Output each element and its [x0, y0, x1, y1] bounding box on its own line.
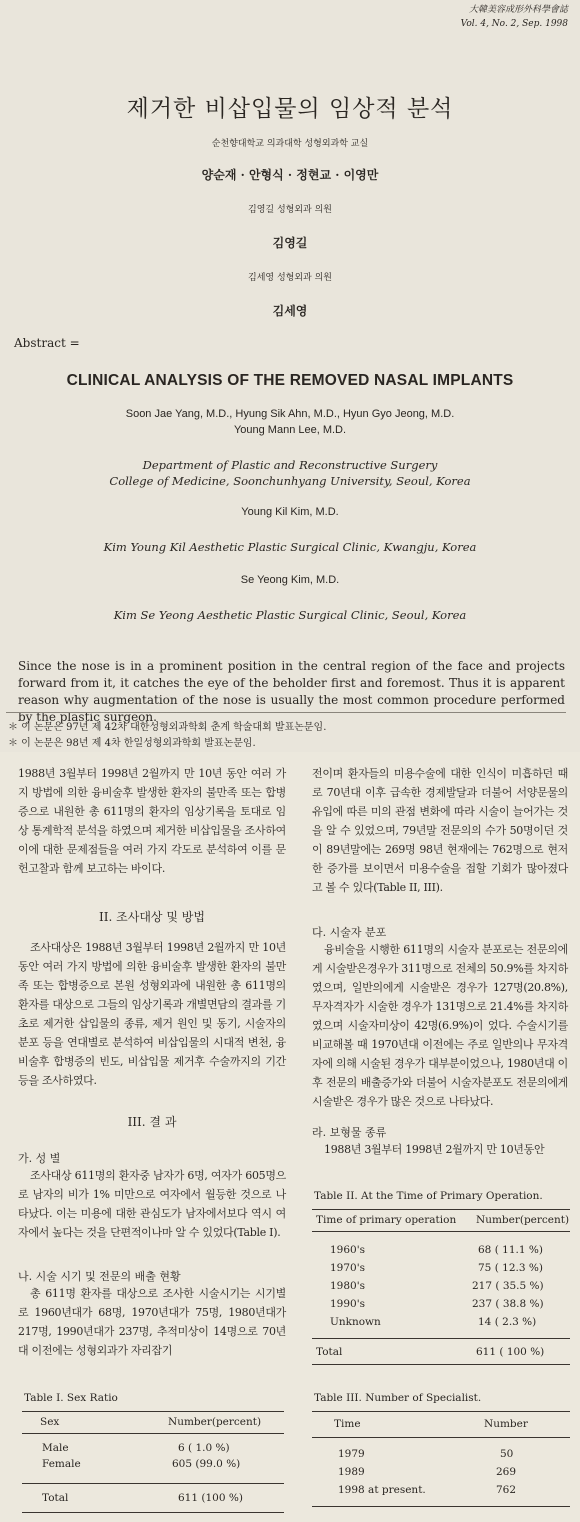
table-cell: 75 ( 12.3 %)	[478, 1262, 543, 1274]
authors-en-1: Soon Jae Yang, M.D., Hyung Sik Ahn, M.D., Hyun Gyo Jeong, M.D.	[125, 408, 455, 420]
table-cell: 14 ( 2.3 %)	[478, 1316, 537, 1328]
table-row: 1970's	[330, 1262, 365, 1274]
page-title: 제거한 비삽입물의 임상적 분석	[126, 96, 454, 122]
table-1-header-number: Number(percent)	[168, 1416, 262, 1428]
table-1-header-sex: Sex	[40, 1416, 60, 1428]
table-row: 1979	[338, 1448, 365, 1460]
table-row: 1998 at present.	[338, 1484, 426, 1496]
table-1-caption: Table I. Sex Ratio	[24, 1392, 118, 1404]
table-cell: 50	[500, 1448, 514, 1460]
author-ko-2: 김영길	[272, 236, 308, 250]
english-title: CLINICAL ANALYSIS OF THE REMOVED NASAL IMPLANTS	[66, 372, 514, 389]
subsection-timing-text: 총 611명 환자를 대상으로 조사한 시술시기는 시기별로 1960년대가 68명, 1970년대가 75명, 1980년대가 217명, 1990년대가 237명, 추적미상이 14명으로 70년대 이전에는 성형외과가 자리잡기	[18, 1287, 286, 1357]
subsection-implant-type: 라. 보형물 종류	[312, 1126, 387, 1139]
table-cell: 762	[496, 1484, 517, 1496]
subsection-sex: 가. 성 별	[18, 1152, 61, 1165]
table-cell: 269	[496, 1466, 517, 1478]
subsection-timing: 나. 시술 시기 및 전문의 배출 현황	[18, 1270, 181, 1283]
affiliation-ko-2: 김영길 성형외과 의원	[248, 205, 332, 215]
table-3-header-number: Number	[484, 1418, 528, 1430]
affiliation-ko-3: 김세영 성형외과 의원	[248, 273, 332, 283]
clinic-en-kim-yk: Kim Young Kil Aesthetic Plastic Surgical Clinic, Kwangju, Korea	[103, 540, 477, 554]
footnote-1: ＊ 이 논문은 97년 제 42차 대한성형외과학회 춘계 학술대회 발표논문임.	[8, 722, 327, 733]
table-cell: 6 ( 1.0 %)	[178, 1442, 230, 1454]
department-en: Department of Plastic and Reconstructive Surgery	[142, 458, 438, 472]
table-2-total-label: Total	[316, 1346, 343, 1358]
table-2-header-number: Number(percent)	[476, 1214, 570, 1226]
section-2-heading: II. 조사대상 및 방법	[99, 910, 205, 924]
author-ko-3: 김세영	[272, 304, 308, 318]
table-cell: 68 ( 11.1 %)	[478, 1244, 543, 1256]
table-row: 1989	[338, 1466, 365, 1478]
section-2-text: 조사대상은 1988년 3월부터 1998년 2월까지 만 10년동안 여러 가지 방법에 의한 융비술후 발생한 환자의 불만족 또는 합병증으로 본원 성형외과에 내원한 총 611명의 환자를 대상으로 그들의 임상기록과 개별면담의 결과를 기초로 제거한 삽입물의 종류, 제거 원인 및 동기, 시술자의 분포 등을 연대별로 분석하여 비삽입물의 시대적 변천, 융비술후 합병증의 빈도, 비삽입물 제거후 수술까지의 기간 등을 조사하였다.	[18, 941, 286, 1087]
intro-paragraph: 1988년 3월부터 1998년 2월까지 만 10년 동안 여러 가지 방법에 의한 융비술후 발생한 환자의 불만족 또는 합병증으로 내원한 총 611명의 환자의 임상기록을 토대로 임상 통계학적 분석을 하였으며 제거한 비삽입물을 조사하여 이에 대한 문제점들을 여러 가지 각도로 분석하여 이를 문헌고찰과 함께 보고하는 바이다.	[18, 767, 286, 875]
table-1-total-value: 611 (100 %)	[178, 1492, 243, 1504]
author-en-kim-yk: Young Kil Kim, M.D.	[241, 506, 339, 518]
author-en-kim-sy: Se Yeong Kim, M.D.	[240, 574, 340, 586]
table-1-total-label: Total	[42, 1492, 69, 1504]
table-row: Male	[42, 1442, 69, 1454]
subsection-practitioner-text: 융비술을 시행한 611명의 시술자 분포로는 전문의에게 시술받은경우가 311명으로 전체의 50.9%를 차지하였으며, 일반의에게 시술받은 경우가 127명(20.8%), 무자격자가 시술한 경우가 131명으로 21.4%를 차지하였으며 시술자미상이 42명(6.9%)이 었다. 수술시기를 비교해볼 때 1970년대 이전에는 주로 일반의나 무자격자에 의해 시술된 경우가 대부분이었으나, 1980년대 이후 전문의 배출증가와 더불어 시술자분포도 전문의에게 시술받은 경우가 많은 것으로 나타났다.	[312, 943, 568, 1108]
table-2-header-time: Time of primary operation	[316, 1214, 457, 1226]
journal-volume: Vol. 4, No. 2, Sep. 1998	[460, 19, 568, 29]
authors-en-2: Young Mann Lee, M.D.	[233, 424, 347, 436]
journal-name: 大韓美容成形外科學會誌	[468, 5, 568, 15]
abstract-label: Abstract =	[14, 336, 80, 350]
subsection-sex-text: 조사대상 611명의 환자중 남자가 6명, 여자가 605명으로 남자의 비가 1% 미만으로 여자에서 월등한 것으로 나타났다. 이는 미용에 대한 관심도가 남자에서보다 역시 여자에서 높다는 것을 단편적이나마 알 수 있었다(Table I).	[18, 1169, 286, 1239]
table-cell: 217 ( 35.5 %)	[472, 1280, 544, 1292]
college-en: College of Medicine, Soonchunhyang University, Seoul, Korea	[109, 474, 471, 488]
table-row: 1960's	[330, 1244, 365, 1256]
table-row: 1980's	[330, 1280, 365, 1292]
table-2-total-value: 611 ( 100 %)	[476, 1346, 545, 1358]
table-row: Unknown	[330, 1316, 381, 1328]
table-3-header-time: Time	[334, 1418, 361, 1430]
authors-ko-1: 양순재 · 안형식 · 정현교 · 이영만	[201, 168, 379, 182]
table-3-caption: Table III. Number of Specialist.	[314, 1392, 482, 1404]
table-row: Female	[42, 1458, 81, 1470]
clinic-en-kim-sy: Kim Se Yeong Aesthetic Plastic Surgical Clinic, Seoul, Korea	[113, 608, 467, 622]
subsection-practitioner: 다. 시술자 분포	[312, 926, 387, 939]
continued-paragraph: 전이며 환자들의 미용수술에 대한 인식이 미흡하던 때로 70년대 이후 급속한 경제발달과 더불어 서양문물의 유입에 따른 미의 관점 변화에 따라 시술이 늘어가는 것을 알 수 있었으며, 79년말 전문의의 수가 50명이던 것이 89년말에는 269명 98년 현재에는 762명으로 현저한 증가를 보이면서 미용수술을 접할 기회가 많아졌다고 볼 수 있다(Table II, III).	[312, 767, 568, 894]
abstract-text: Since the nose is in a prominent position in the central region of the face and projects forward from it, it catches the eye of the beholder first and foremost. Thus it is apparent reason why augmentation of the nose is usually the most common procedure performed by the plastic surgeon.	[18, 659, 565, 724]
section-3-heading: III. 결 과	[127, 1115, 177, 1129]
table-row: 1990's	[330, 1298, 365, 1310]
table-cell: 237 ( 38.8 %)	[472, 1298, 544, 1310]
footnote-2: ＊ 이 논문은 98년 제 4차 한일성형외과학회 발표논문임.	[8, 738, 256, 749]
table-cell: 605 (99.0 %)	[172, 1458, 241, 1470]
subsection-implant-type-text: 1988년 3월부터 1998년 2월까지 만 10년동안	[324, 1143, 545, 1156]
affiliation-ko-1: 순천향대학교 의과대학 성형외과학 교실	[211, 139, 369, 149]
table-2-caption: Table II. At the Time of Primary Operation.	[314, 1190, 543, 1202]
